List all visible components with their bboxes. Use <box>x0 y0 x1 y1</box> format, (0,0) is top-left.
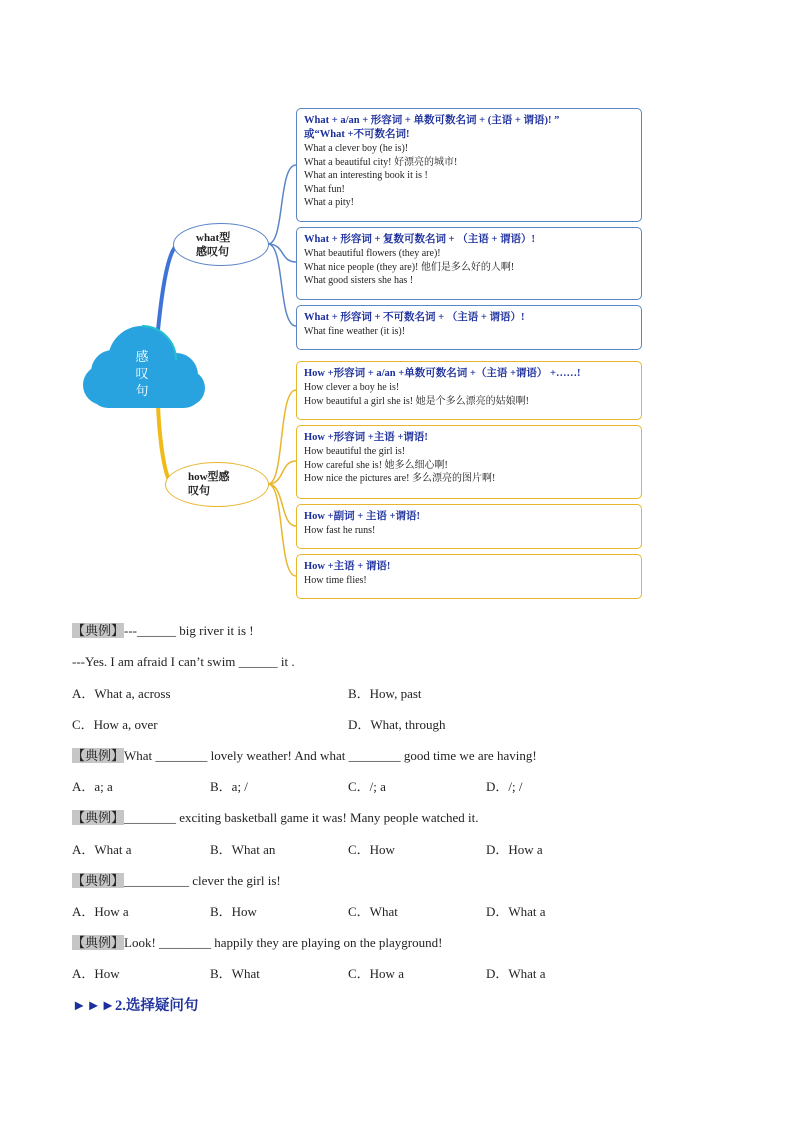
option-b: B．How <box>210 904 257 919</box>
option-b: B．What an <box>210 842 276 857</box>
option-a: A．How <box>72 966 120 981</box>
how-box-3: How +副词 + 主语 +谓语! How fast he runs! <box>296 504 642 549</box>
question-text: ________ exciting basketball game it was! Many people watched it. <box>124 810 479 825</box>
example-tag: 【典例】 <box>72 810 125 825</box>
option-c: C．How a <box>348 966 404 981</box>
option-d: D．How a <box>486 842 543 857</box>
question-text: Look! ________ happily they are playing on the playground! <box>124 935 443 950</box>
option-a: A．How a <box>72 904 129 919</box>
what-box-3: What + 形容词 + 不可数名词 + （主语 + 谓语）! What fine weather (it is)! <box>296 305 642 350</box>
option-b: B．a; / <box>210 779 248 794</box>
question-text: __________ clever the girl is! <box>124 873 281 888</box>
option-c: C．/; a <box>348 779 386 794</box>
section-heading: ►►►2.选择疑问句 <box>72 998 199 1014</box>
option-a: A．What a, across <box>72 686 171 701</box>
question-5 <box>72 934 442 951</box>
example-tag: 【典例】 <box>72 623 125 638</box>
example-tag: 【典例】 <box>72 873 125 888</box>
center-label: 感 叹 句 <box>135 350 149 399</box>
how-type-node: how型感 叹句 <box>165 462 269 507</box>
question-text: What ________ lovely weather! And what ________ good time we are having! <box>124 748 537 763</box>
option-c: C．How <box>348 842 395 857</box>
option-d: D．What a <box>486 966 546 981</box>
question-3 <box>72 809 479 826</box>
option-a: A．What a <box>72 842 132 857</box>
option-d: D．What, through <box>348 717 446 732</box>
option-c: C．What <box>348 904 398 919</box>
option-b: B．What <box>210 966 260 981</box>
question-4 <box>72 872 281 889</box>
how-box-2: How +形容词 +主语 +谓语! How beautiful the girl is! How careful she is! 她多么细心啊! How nice the pictures are! 多么漂亮的图片啊! <box>296 425 642 499</box>
question-1-line-2: ---Yes. I am afraid I can’t swim ______ it . <box>72 654 295 669</box>
option-a: A．a; a <box>72 779 113 794</box>
question-1 <box>72 622 254 639</box>
what-type-node: what型 感叹句 <box>173 223 269 266</box>
example-tag: 【典例】 <box>72 935 125 950</box>
what-box-2: What + 形容词 + 复数可数名词 + （主语 + 谓语）! What beautiful flowers (they are)! What nice people (they are)! 他们是多么好的人啊! What good sisters she has ! <box>296 227 642 300</box>
option-d: D．What a <box>486 904 546 919</box>
question-2 <box>72 747 537 764</box>
question-text: ---______ big river it is ! <box>124 623 254 638</box>
how-box-1: How +形容词 + a/an +单数可数名词 +（主语 +谓语） +……! How clever a boy he is! How beautiful a girl she is! 她是个多么漂亮的姑娘啊! <box>296 361 642 420</box>
option-c: C．How a, over <box>72 717 158 732</box>
option-d: D．/; / <box>486 779 523 794</box>
how-box-4: How +主语 + 谓语! How time flies! <box>296 554 642 599</box>
what-box-1: What + a/an + 形容词 + 单数可数名词 + (主语 + 谓语)! ” 或“What +不可数名词! What a clever boy (he is)! What a beautiful city! 好漂亮的城市! What an interesting book it is ! What fun! What a pity! <box>296 108 642 222</box>
option-b: B．How, past <box>348 686 422 701</box>
example-tag: 【典例】 <box>72 748 125 763</box>
